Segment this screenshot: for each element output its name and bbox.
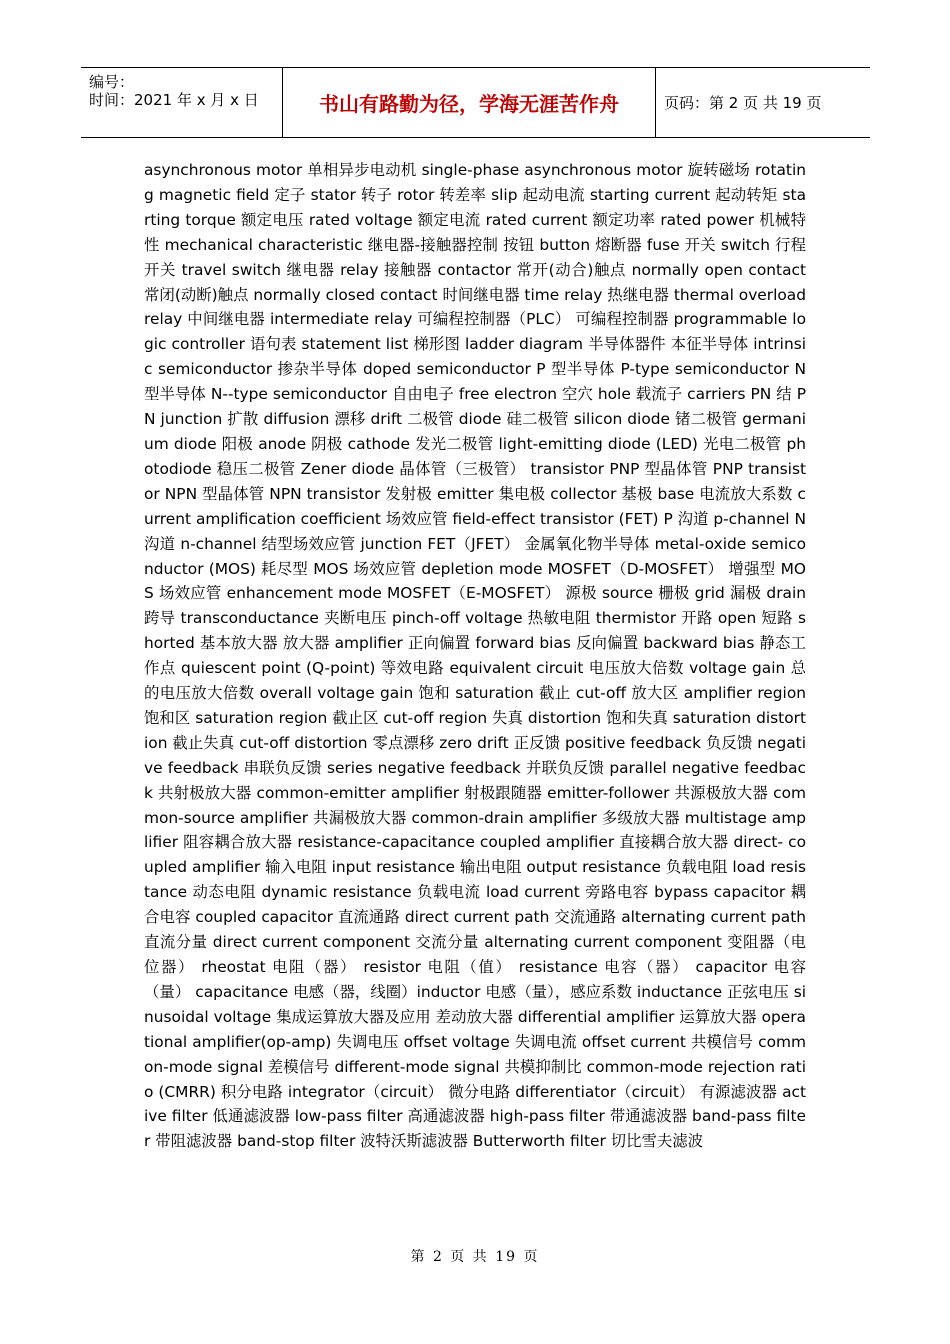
page-footer: 第 2 页 共 19 页 xyxy=(410,1249,540,1265)
document-number-label: 编号： xyxy=(89,73,135,91)
document-time-label: 时间：2021 年 x 月 x 日 xyxy=(89,91,259,109)
page-header xyxy=(81,67,870,138)
header-info-cell xyxy=(81,68,283,137)
header-page-number: 页码：第 2 页 共 19 页 xyxy=(664,94,822,112)
header-motto: 书山有路勤为径，学海无涯苦作舟 xyxy=(283,68,656,137)
glossary-text: asynchronous motor 单相异步电动机 single-phase asynchronous motor 旋转磁场 rotating magnetic field 定子 stator 转子 rotor 转差率 slip 起动电流 starting current 起动转矩 starting torque 额定电压 rated voltage 额定电流 rated current 额定功率 rated power 机械特性 mechanical characteristic 继电器-接触器控制 按钮 button 熔断器 fuse 开关 switch 行程开关 travel switch 继电器 relay 接触器 contactor 常开(动合)触点 normally open contact 常闭(动断)触点 normally closed contact 时间继电器 time relay 热继电器 thermal overload relay 中间继电器 intermediate relay 可编程控制器（PLC） 可编程控制器 programmable logic controller 语句表 statement list 梯形图 ladder diagram 半导体器件 本征半导体 intrinsic semiconductor 掺杂半导体 doped semiconductor P 型半导体 P-type semiconductor N 型半导体 N--type semiconductor 自由电子 free electron 空穴 hole 载流子 carriers PN 结 PN junction 扩散 diffusion 漂移 drift 二极管 diode 硅二极管 silicon diode 锗二极管 germanium diode 阳极 anode 阴极 cathode 发光二极管 light-emitting diode (LED) 光电二极管 photodiode 稳压二极管 Zener diode 晶体管（三极管） transistor PNP 型晶体管 PNP transistor NPN 型晶体管 NPN transistor 发射极 emitter 集电极 collector 基极 base 电流放大系数 current amplification coefficient 场效应管 field-effect transistor (FET) P 沟道 p-channel N 沟道 n-channel 结型场效应管 junction FET（JFET） 金属氧化物半导体 metal-oxide semiconductor (MOS) 耗尽型 MOS 场效应管 depletion mode MOSFET（D-MOSFET） 增强型 MOS 场效应管 enhancement mode MOSFET（E-MOSFET） 源极 source 栅极 grid 漏极 drain 跨导 transconductance 夹断电压 pinch-off voltage 热敏电阻 thermistor 开路 open 短路 shorted 基本放大器 放大器 amplifier 正向偏置 forward bias 反向偏置 backward bias 静态工作点 quiescent point (Q-point) 等效电路 equivalent circuit 电压放大倍数 voltage gain 总的电压放大倍数 overall voltage gain 饱和 saturation 截止 cut-off 放大区 amplifier region 饱和区 saturation region 截止区 cut-off region 失真 distortion 饱和失真 saturation distortion 截止失真 cut-off distortion 零点漂移 zero drift 正反馈 positive feedback 负反馈 negative feedback 串联负反馈 series negative feedback 并联负反馈 parallel negative feedback 共射极放大器 common-emitter amplifier 射极跟随器 emitter-follower 共源极放大器 common-source amplifier 共漏极放大器 common-drain amplifier 多级放大器 multistage amplifier 阻容耦合放大器 resistance-capacitance coupled amplifier 直接耦合放大器 direct- coupled amplifier 输入电阻 input resistance 输出电阻 output resistance 负载电阻 load resistance 动态电阻 dynamic resistance 负载电流 load current 旁路电容 bypass capacitor 耦合电容 coupled capacitor 直流通路 direct current path 交流通路 alternating current path 直流分量 direct current component 交流分量 alternating current component 变阻器（电位器） rheostat 电阻（器） resistor 电阻（值） resistance 电容（器） capacitor 电容（量） capacitance 电感（器，线圈）inductor 电感（量），感应系数 inductance 正弦电压 sinusoidal voltage 集成运算放大器及应用 差动放大器 differential amplifier 运算放大器 operational amplifier(op-amp) 失调电压 offset voltage 失调电流 offset current 共模信号 common-mode signal 差模信号 different-mode signal 共模抑制比 common-mode rejection ratio (CMRR) 积分电路 integrator（circuit） 微分电路 differentiator（circuit） 有源滤波器 active filter 低通滤波器 low-pass filter 高通滤波器 high-pass filter 带通滤波器 band-pass filter 带阻滤波器 band-stop filter 波特沃斯滤波器 Butterworth filter 切比雪夫滤波 xyxy=(144,161,806,1151)
